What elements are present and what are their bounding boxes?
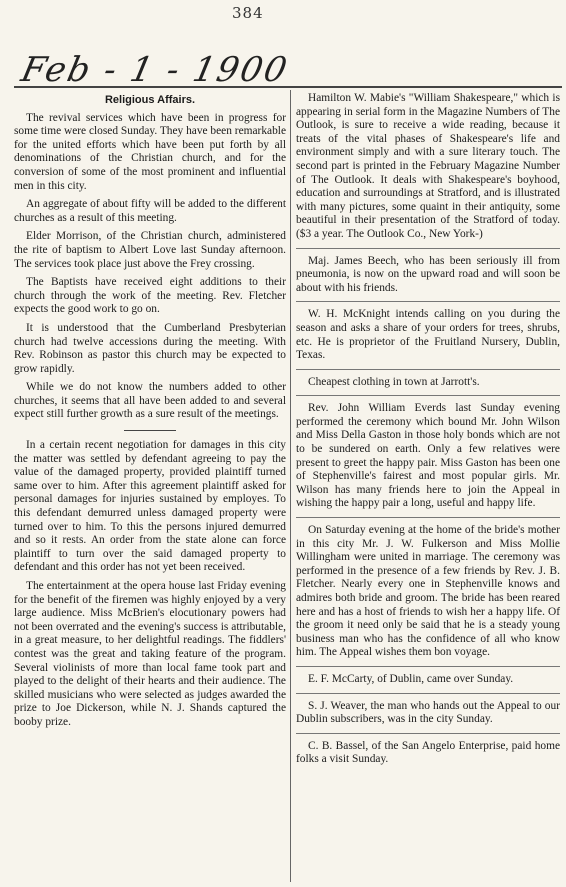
column-rule [296, 693, 560, 694]
paragraph-mcknight: W. H. McKnight intends calling on you during the season and asks a share of your orders for trees, shrubs, etc. He is proprietor of the Fruitland Nursery, Dublin, Texas. [296, 308, 560, 362]
column-rule [296, 733, 560, 734]
paragraph-aggregate: An aggregate of about fifty will be added to the different churches as a result of this meeting. [14, 198, 286, 224]
article-separator [124, 430, 176, 431]
column-rule [296, 666, 560, 667]
column-divider [290, 90, 291, 882]
paragraph-other-churches: While we do not know the numbers added to other churches, it seems that all have been added to and several expect still further growth as a sure result of the meetings. [14, 381, 286, 421]
paragraph-revival: The revival services which have been in progress for some time were closed Sunday. They have been remarkable for the united efforts which have been put forth by all denominations of the Christian church, and for the conversion of some of the most prominent and influential men in this city. [14, 111, 287, 192]
paragraph-baptists: The Baptists have received eight additions to their church through the work of the meeting. Rev. Fletcher expects the good work to go on. [14, 276, 286, 316]
page-number: 384 [232, 4, 264, 22]
header-rule [14, 86, 562, 88]
left-column [14, 92, 286, 735]
paragraph-everds-wedding: Rev. John William Everds last Sunday evening performed the ceremony which bound Mr. John Wilson and Miss Della Gaston in those holy bonds which are not to be sundered on earth. Only a few relatives were present to greet the happy pair. Miss Gaston has been one of Stephenville's fairest and most popular girls. Mr. Wilson has many friends here to join the Appeal in wishing the happy pair a long, useful and happy life. [296, 402, 560, 510]
column-rule [296, 395, 560, 396]
column-rule [296, 301, 560, 302]
paragraph-bassel: C. B. Bassel, of the San Angelo Enterprise, paid home folks a visit Sunday. [296, 739, 560, 766]
paragraph-mccarty: E. F. McCarty, of Dublin, came over Sunday. [308, 672, 514, 685]
article-heading-religious-affairs: Religious Affairs. [104, 94, 196, 106]
column-rule [296, 248, 560, 249]
paragraph-opera-house: The entertainment at the opera house last Friday evening for the benefit of the firemen was highly enjoyed by a very large audience. Miss McBrien's elocutionary powers had not been overrated and the evening's success is attributable, in a great measure, to her delightful readings. The fiddlers' contest was the great and taking feature of the program. Several violinists of more than local fame took part and played to the delight of their hearts and their audience. The skilled musicians who were selected as judges awarded the prize to Joe Dickerson, while N. J. Shands captured the booby prize. [14, 580, 286, 728]
paragraph-cumberland: It is understood that the Cumberland Presbyterian church had twelve accessions during the meeting. With Rev. Robinson as pastor this church may be expected to grow rapidly. [14, 321, 286, 375]
paragraph-fulkerson-wedding: On Saturday evening at the home of the bride's mother in this city Mr. J. W. Fulkerson and Miss Mollie Willingham were united in marriage. The ceremony was performed in the presence of a few friends by Rev. J. B. Fletcher. Nearly every one in Stephenville knows and admires both bride and groom. The bride has been reared here and has a host of friends to wish her a happy life. Of the groom it need only be said that he is a steady young business man who has the confidence of all who know him. The Appeal wishes them bon voyage. [296, 524, 560, 659]
handwritten-date: Feb - 1 - 1900 [17, 50, 293, 90]
right-column [296, 92, 560, 772]
paragraph-jarrott: Cheapest clothing in town at Jarrott's. [308, 375, 480, 388]
paragraph-weaver: S. J. Weaver, the man who hands out the Appeal to our Dublin subscribers, was in the city Sunday. [296, 699, 560, 726]
paragraph-negotiation: In a certain recent negotiation for damages in this city the matter was settled by defendant agreeing to pay the value of the damaged property, provided plaintiff turned same over to him. After this agreement plaintiff asked for personal damages for injuries sustained by employes. To this defendant demurred unless damaged property were turned over to him. To this the persons injured demurred and so it rests. An order from the state alone can force plaintiff to turn over the said damaged property to defendant and this order has not yet been received. [14, 439, 286, 574]
paragraph-beech: Maj. James Beech, who has been seriously ill from pneumonia, is now on the upward road and will soon be about with his friends. [296, 254, 560, 294]
column-rule [296, 369, 560, 370]
paragraph-morrison: Elder Morrison, of the Christian church, administered the rite of baptism to Albert Love last Sunday afternoon. The services took place just above the Frey crossing. [14, 230, 286, 270]
column-rule [296, 517, 560, 518]
paragraph-mabie: Hamilton W. Mabie's "William Shakespeare," which is appearing in serial form in the Magazine Numbers of The Outlook, is sure to receive a wide reading, because it treats of the vital phases of Shakespeare's life and environment simply and with a sure literary touch. The second part is printed in the February Magazine Number of The Outlook. It deals with Shakespeare's boyhood, education and surroundings at Stratford, and is illustrated with many pictures, some quaint in their antiquity, some beautiful in their presentation of the Stratford of today. ($3 a year. The Outlook Co., New York-) [296, 92, 560, 240]
